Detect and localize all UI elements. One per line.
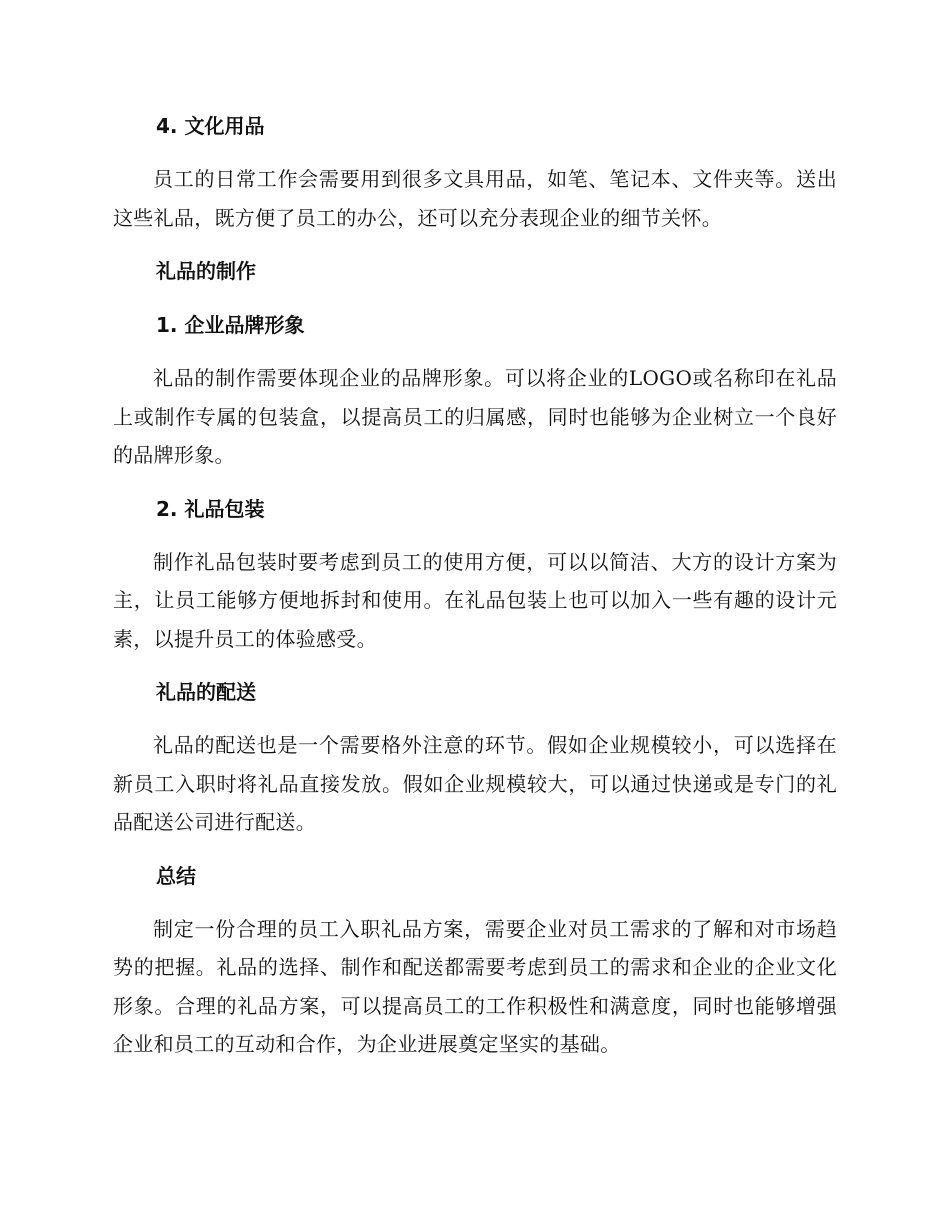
paragraph-culture-supplies: 员工的日常工作会需要用到很多文具用品，如笔、笔记本、文件夹等。送出这些礼品，既方便了员工的办公，还可以充分表现企业的细节关怀。 — [113, 167, 837, 230]
heading-brand-image: 1. 企业品牌形象 — [156, 313, 305, 337]
heading-gift-production: 礼品的制作 — [156, 259, 256, 283]
heading-culture-supplies: 4. 文化用品 — [156, 114, 265, 138]
heading-gift-packaging: 2. 礼品包装 — [156, 496, 265, 521]
heading-summary: 总结 — [156, 863, 196, 888]
heading-gift-delivery: 礼品的配送 — [156, 680, 256, 704]
paragraph-brand-image: 礼品的制作需要体现企业的品牌形象。可以将企业的LOGO或名称印在礼品上或制作专属的包装盒，以提高员工的归属感，同时也能够为企业树立一个良好的品牌形象。 — [113, 366, 837, 467]
paragraph-gift-delivery: 礼品的配送也是一个需要格外注意的环节。假如企业规模较小，可以选择在新员工入职时将礼品直接发放。假如企业规模较大，可以通过快递或是专门的礼品配送公司进行配送。 — [113, 733, 837, 834]
paragraph-summary: 制定一份合理的员工入职礼品方案，需要企业对员工需求的了解和对市场趋势的把握。礼品的选择、制作和配送都需要考虑到员工的需求和企业的企业文化形象。合理的礼品方案，可以提高员工的工作积极性和满意度，同时也能够增强企业和员工的互动和合作，为企业进展奠定坚实的基础。 — [113, 916, 837, 1056]
paragraph-gift-packaging: 制作礼品包装时要考虑到员工的使用方便，可以以简洁、大方的设计方案为主，让员工能够方便地拆封和使用。在礼品包装上也可以加入一些有趣的设计元素，以提升员工的体验感受。 — [113, 549, 837, 651]
document-body — [113, 106, 837, 1064]
